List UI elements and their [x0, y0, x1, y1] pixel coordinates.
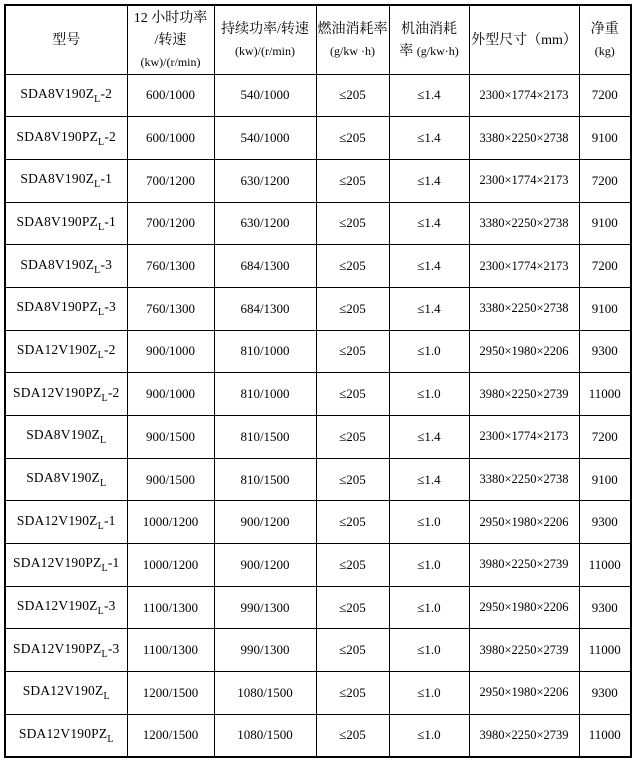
model-subscript: L: [98, 221, 105, 233]
model-prefix: SDA12V190Z: [16, 512, 98, 528]
model-suffix: -1: [107, 555, 120, 571]
cell-fuel: ≤205: [316, 416, 389, 459]
cell-power12h: 1100/1300: [127, 586, 214, 629]
cell-dims: 3980×2250×2739: [469, 373, 579, 416]
model-subscript: L: [94, 264, 101, 276]
table-row: [5, 202, 631, 245]
cell-oil: ≤1.4: [389, 458, 469, 501]
table-row: [5, 373, 631, 416]
model-subscript: L: [98, 307, 105, 319]
cell-fuel: ≤205: [316, 330, 389, 373]
cell-model: [5, 373, 127, 416]
table-row: [5, 672, 631, 715]
cell-oil: ≤1.4: [389, 287, 469, 330]
cell-cont: 810/1000: [214, 330, 316, 373]
cell-oil: ≤1.0: [389, 629, 469, 672]
cell-power12h: 1200/1500: [127, 714, 214, 757]
cell-cont: 810/1000: [214, 373, 316, 416]
model-subscript: L: [94, 93, 101, 105]
cell-dims: 2300×1774×2173: [469, 245, 579, 288]
table-row: [5, 501, 631, 544]
cell-dims: 3380×2250×2738: [469, 202, 579, 245]
cell-dims: 3380×2250×2738: [469, 117, 579, 160]
cell-weight: 11000: [579, 629, 631, 672]
column-header-cont: 持续功率/转速 (kw)/(r/min): [214, 5, 316, 74]
cell-power12h: 1200/1500: [127, 672, 214, 715]
model-prefix: SDA8V190Z: [20, 171, 95, 187]
table-row: [5, 544, 631, 587]
model-subscript: L: [97, 520, 104, 532]
cell-model: [5, 287, 127, 330]
table-row: [5, 714, 631, 757]
cell-dims: 2950×1980×2206: [469, 501, 579, 544]
cell-dims: 2950×1980×2206: [469, 672, 579, 715]
model-subscript: L: [103, 691, 110, 703]
table-row: [5, 287, 631, 330]
cell-power12h: 600/1000: [127, 74, 214, 117]
model-suffix: -1: [103, 512, 116, 528]
cell-weight: 11000: [579, 714, 631, 757]
cell-power12h: 1000/1200: [127, 544, 214, 587]
cell-model: [5, 245, 127, 288]
model-subscript: L: [98, 136, 105, 148]
cell-dims: 3980×2250×2739: [469, 714, 579, 757]
cell-oil: ≤1.4: [389, 416, 469, 459]
model-suffix: -2: [100, 85, 113, 101]
model-suffix: -3: [103, 598, 116, 614]
model-subscript: L: [97, 349, 104, 361]
table-row: [5, 586, 631, 629]
table-row: [5, 458, 631, 501]
cell-cont: 630/1200: [214, 159, 316, 202]
cell-dims: 2300×1774×2173: [469, 74, 579, 117]
cell-cont: 1080/1500: [214, 714, 316, 757]
model-suffix: -3: [104, 299, 116, 315]
model-prefix: SDA12V190Z: [22, 683, 104, 699]
cell-fuel: ≤205: [316, 672, 389, 715]
model-subscript: L: [100, 435, 107, 447]
cell-power12h: 760/1300: [127, 287, 214, 330]
model-prefix: SDA12V190PZ: [13, 384, 102, 400]
model-subscript: L: [101, 392, 108, 404]
cell-fuel: ≤205: [316, 714, 389, 757]
model-suffix: -1: [104, 213, 116, 229]
cell-fuel: ≤205: [316, 629, 389, 672]
table-row: [5, 74, 631, 117]
cell-oil: ≤1.4: [389, 202, 469, 245]
cell-oil: ≤1.4: [389, 74, 469, 117]
cell-oil: ≤1.0: [389, 544, 469, 587]
cell-power12h: 900/1500: [127, 416, 214, 459]
model-subscript: L: [100, 478, 107, 490]
cell-oil: ≤1.4: [389, 117, 469, 160]
cell-cont: 684/1300: [214, 245, 316, 288]
model-suffix: -1: [100, 171, 113, 187]
model-prefix: SDA8V190Z: [20, 85, 95, 101]
model-prefix: SDA12V190PZ: [13, 640, 102, 656]
cell-oil: ≤1.4: [389, 159, 469, 202]
cell-dims: 3980×2250×2739: [469, 544, 579, 587]
cell-model: [5, 629, 127, 672]
cell-weight: 11000: [579, 544, 631, 587]
cell-cont: 810/1500: [214, 416, 316, 459]
cell-oil: ≤1.0: [389, 586, 469, 629]
model-subscript: L: [107, 733, 114, 745]
cell-model: [5, 586, 127, 629]
cell-cont: 1080/1500: [214, 672, 316, 715]
model-subscript: L: [94, 179, 101, 191]
cell-fuel: ≤205: [316, 501, 389, 544]
column-header-power12h: 12 小时功率 /转速 (kw)/(r/min): [127, 5, 214, 74]
cell-power12h: 1000/1200: [127, 501, 214, 544]
model-suffix: -2: [103, 341, 116, 357]
cell-weight: 9100: [579, 117, 631, 160]
cell-oil: ≤1.0: [389, 672, 469, 715]
model-prefix: SDA8V190PZ: [16, 213, 99, 229]
cell-fuel: ≤205: [316, 117, 389, 160]
cell-dims: 3380×2250×2738: [469, 287, 579, 330]
cell-fuel: ≤205: [316, 373, 389, 416]
cell-model: [5, 544, 127, 587]
cell-fuel: ≤205: [316, 202, 389, 245]
cell-fuel: ≤205: [316, 159, 389, 202]
cell-fuel: ≤205: [316, 458, 389, 501]
model-prefix: SDA12V190Z: [16, 598, 98, 614]
column-header-oil: 机油消耗 率 (g/kw·h): [389, 5, 469, 74]
cell-weight: 7200: [579, 74, 631, 117]
model-prefix: SDA8V190PZ: [16, 299, 99, 315]
cell-dims: 2300×1774×2173: [469, 159, 579, 202]
table-row: [5, 245, 631, 288]
cell-model: [5, 458, 127, 501]
cell-cont: 990/1300: [214, 629, 316, 672]
cell-power12h: 760/1300: [127, 245, 214, 288]
table-row: [5, 159, 631, 202]
cell-power12h: 1100/1300: [127, 629, 214, 672]
cell-cont: 990/1300: [214, 586, 316, 629]
cell-dims: 2950×1980×2206: [469, 330, 579, 373]
model-prefix: SDA12V190Z: [16, 341, 98, 357]
table-row: [5, 117, 631, 160]
cell-cont: 810/1500: [214, 458, 316, 501]
header-row: [5, 5, 631, 74]
cell-dims: 2300×1774×2173: [469, 416, 579, 459]
cell-weight: 9100: [579, 287, 631, 330]
model-suffix: -2: [104, 128, 116, 144]
cell-model: [5, 672, 127, 715]
cell-weight: 9100: [579, 202, 631, 245]
cell-power12h: 700/1200: [127, 159, 214, 202]
cell-weight: 9300: [579, 501, 631, 544]
cell-power12h: 900/1000: [127, 330, 214, 373]
cell-weight: 9300: [579, 586, 631, 629]
cell-dims: 3380×2250×2738: [469, 458, 579, 501]
cell-weight: 9300: [579, 330, 631, 373]
cell-model: [5, 501, 127, 544]
cell-model: [5, 159, 127, 202]
model-suffix: -3: [107, 640, 120, 656]
cell-fuel: ≤205: [316, 287, 389, 330]
cell-fuel: ≤205: [316, 245, 389, 288]
cell-cont: 900/1200: [214, 544, 316, 587]
table-row: [5, 330, 631, 373]
column-header-model: 型号: [5, 5, 127, 74]
cell-oil: ≤1.4: [389, 245, 469, 288]
model-prefix: SDA8V190Z: [26, 427, 100, 443]
cell-cont: 630/1200: [214, 202, 316, 245]
cell-cont: 684/1300: [214, 287, 316, 330]
column-header-weight: 净重 (kg): [579, 5, 631, 74]
cell-cont: 540/1000: [214, 117, 316, 160]
cell-power12h: 600/1000: [127, 117, 214, 160]
cell-cont: 900/1200: [214, 501, 316, 544]
engine-spec-table: [4, 4, 632, 758]
model-prefix: SDA12V190PZ: [13, 555, 102, 571]
cell-model: [5, 202, 127, 245]
model-subscript: L: [101, 648, 108, 660]
column-header-dims: 外型尺寸（mm）: [469, 5, 579, 74]
model-prefix: SDA8V190PZ: [16, 128, 99, 144]
cell-weight: 7200: [579, 245, 631, 288]
model-suffix: -2: [107, 384, 120, 400]
cell-power12h: 900/1500: [127, 458, 214, 501]
cell-power12h: 700/1200: [127, 202, 214, 245]
cell-cont: 540/1000: [214, 74, 316, 117]
cell-power12h: 900/1000: [127, 373, 214, 416]
cell-fuel: ≤205: [316, 544, 389, 587]
cell-oil: ≤1.0: [389, 714, 469, 757]
cell-model: [5, 117, 127, 160]
cell-model: [5, 74, 127, 117]
cell-weight: 7200: [579, 159, 631, 202]
cell-oil: ≤1.0: [389, 373, 469, 416]
cell-dims: 3980×2250×2739: [469, 629, 579, 672]
column-header-fuel: 燃油消耗率 (g/kw ·h): [316, 5, 389, 74]
model-prefix: SDA12V190PZ: [18, 725, 108, 741]
cell-dims: 2950×1980×2206: [469, 586, 579, 629]
cell-weight: 7200: [579, 416, 631, 459]
table-row: [5, 629, 631, 672]
cell-model: [5, 416, 127, 459]
cell-weight: 11000: [579, 373, 631, 416]
cell-model: [5, 714, 127, 757]
table-row: [5, 416, 631, 459]
cell-model: [5, 330, 127, 373]
cell-fuel: ≤205: [316, 586, 389, 629]
cell-weight: 9300: [579, 672, 631, 715]
cell-weight: 9100: [579, 458, 631, 501]
model-suffix: -3: [100, 256, 113, 272]
model-subscript: L: [101, 563, 108, 575]
model-subscript: L: [97, 606, 104, 618]
cell-fuel: ≤205: [316, 74, 389, 117]
cell-oil: ≤1.0: [389, 330, 469, 373]
model-prefix: SDA8V190Z: [20, 256, 95, 272]
cell-oil: ≤1.0: [389, 501, 469, 544]
model-prefix: SDA8V190Z: [26, 470, 100, 486]
